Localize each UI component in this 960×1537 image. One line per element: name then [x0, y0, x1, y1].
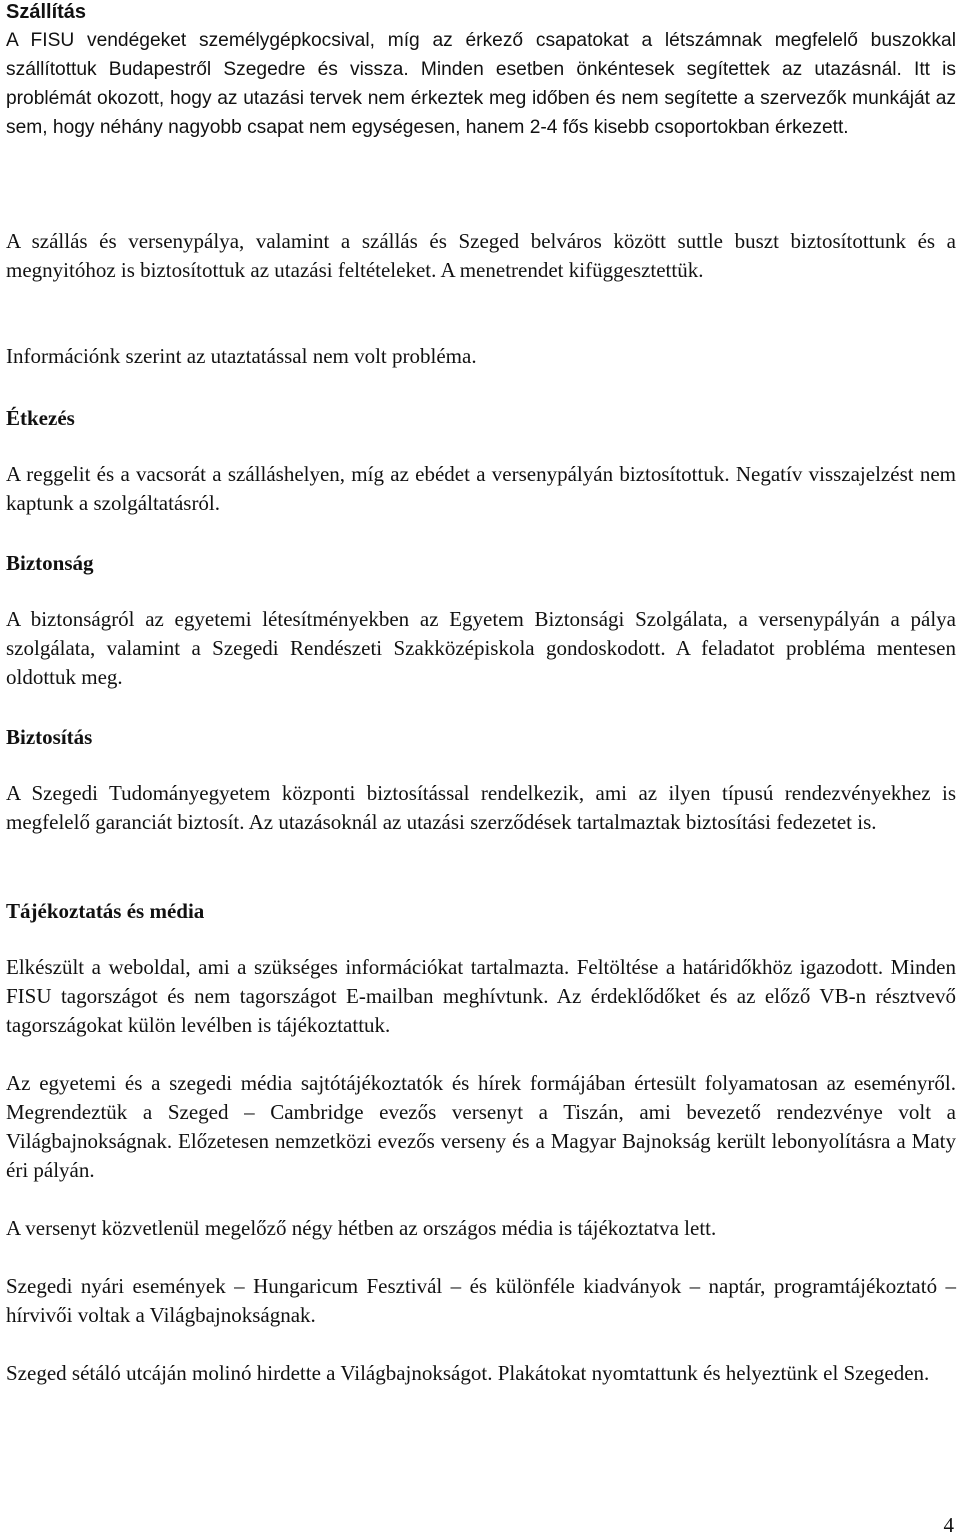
paragraph-tajekoztatas-5: Szeged sétáló utcáján molinó hirdette a Világbajnokságot. Plakátokat nyomtattunk és helyeztünk el Szegeden. [6, 1361, 930, 1385]
paragraph-etkezes-1: A reggelit és a vacsorát a szálláshelyen, míg az ebédet a versenypályán biztosítottuk. Negatív visszajelzést nem kaptunk a szolgáltatásról. [6, 462, 956, 515]
section-heading-szallitas: Szállítás [6, 1, 87, 23]
paragraph-tajekoztatas-4: Szegedi nyári események – Hungaricum Fesztivál – és különféle kiadványok – naptár, programtájékoztató – hírvivői voltak a Világbajnokságnak. [6, 1274, 956, 1327]
paragraph-szallitas-3: Információnk szerint az utaztatással nem volt probléma. [6, 344, 477, 368]
paragraph-tajekoztatas-3: A versenyt közvetlenül megelőző négy hétben az országos média is tájékoztatva lett. [6, 1216, 717, 1240]
paragraph-tajekoztatas-2: Az egyetemi és a szegedi média sajtótájékoztatók és hírek formájában értesült folyamatosan az eseményről. Megrendeztük a Szeged – Cambridge evezős versenyt a Tiszán, ami bevezető rendezvénye volt a Világbajnokságnak. Előzetesen nemzetközi evezős verseny és a Magyar Bajnokság került lebonyolításra a Maty éri pályán. [6, 1071, 956, 1182]
section-heading-tajekoztatas-media: Tájékoztatás és média [6, 899, 205, 923]
paragraph-szallitas-2: A szállás és versenypálya, valamint a szállás és Szeged belváros között suttle buszt biztosítottunk és a megnyitóhoz is biztosítottuk az utazási feltételeket. A menetrendet kifüggesztettük. [6, 229, 956, 282]
paragraph-biztositas-1: A Szegedi Tudományegyetem központi biztosítással rendelkezik, ami az ilyen típusú rendezvényekhez is megfelelő garanciát biztosít. Az utazásoknál az utazási szerződések tartalmaztak biztosítási fedezetet is. [6, 781, 956, 834]
section-heading-biztositas: Biztosítás [6, 725, 93, 749]
paragraph-biztonsag-1: A biztonságról az egyetemi létesítményekben az Egyetem Biztonsági Szolgálata, a versenypályán a pálya szolgálata, valamint a Szegedi Rendészeti Szakközépiskola gondoskodott. A feladatot probléma mentesen oldottuk meg. [6, 607, 956, 689]
page-number: 4 [943, 1513, 954, 1537]
paragraph-szallitas-1: A FISU vendégeket személygépkocsival, míg az érkező csapatokat a létszámnak megfelelő buszokkal szállítottuk Budapestről Szegedre és vissza. Minden esetben önkéntesek segítettek az utazásnál. Itt is problémát okozott, hogy az utazási tervek nem érkeztek meg időben és nem segítette a szervezők munkáját az sem, hogy néhány nagyobb csapat nem egységesen, hanem 2-4 fős kisebb csoportokban érkezett. [6, 30, 956, 138]
section-heading-etkezes: Étkezés [6, 406, 75, 430]
paragraph-tajekoztatas-1: Elkészült a weboldal, ami a szükséges információkat tartalmazta. Feltöltése a határidőkhöz igazodott. Minden FISU tagországot és nem tagországot E-mailban meghívtunk. Az érdeklődőket és az előző VB-n résztvevő tagországokat külön levélben is tájékoztattuk. [6, 955, 956, 1037]
section-heading-biztonsag: Biztonság [6, 551, 94, 575]
